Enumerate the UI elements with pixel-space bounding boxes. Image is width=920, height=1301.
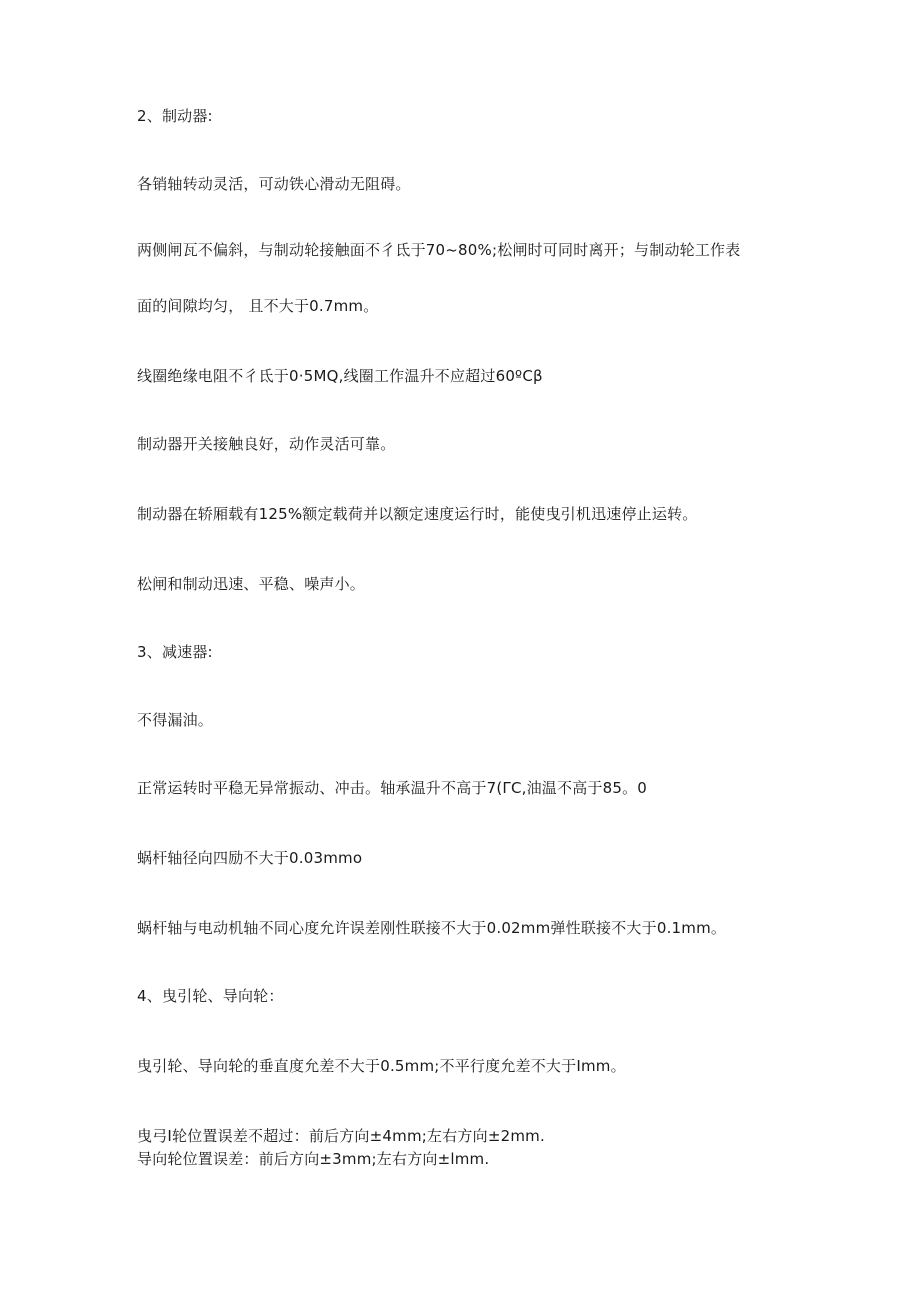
paragraph-line: 松闸和制动迅速、平稳、噪声小。 [137,575,366,593]
section-heading-brake: 2、制动器: [137,107,213,125]
paragraph-line: 面的间隙均匀， 且不大于0.7mm。 [137,297,379,315]
paragraph-line: 制动器在轿厢载有125%额定载荷并以额定速度运行时，能使曳引机迅速停止运转。 [137,505,698,523]
paragraph-line: 蜗杆轴与电动机轴不同心度允许误差刚性联接不大于0.02mm弹性联接不大于0.1mm。 [137,919,727,937]
paragraph-line: 曳引轮、导向轮的垂直度允差不大于0.5mm;不平行度允差不大于Imm。 [137,1057,626,1075]
paragraph-line: 曳弓I轮位置误差不超过：前后方向±4mm;左右方向±2mm. [137,1127,545,1145]
paragraph-line: 蜗杆轴径向四励不大于0.03mmo [137,849,363,867]
paragraph-line: 两侧闸瓦不偏斜，与制动轮接触面不彳氐于70~80%;松闸时可同时离开；与制动轮工作表 [137,241,741,259]
paragraph-line: 线圈绝缘电阻不彳氐于0·5MQ,线圈工作温升不应超过60ºCβ [137,367,543,385]
paragraph-line: 各销轴转动灵活，可动铁心滑动无阻碍。 [137,175,411,193]
paragraph-line: 不得漏油。 [137,711,214,729]
paragraph-line: 制动器开关接触良好，动作灵活可靠。 [137,435,396,453]
section-heading-reducer: 3、减速器: [137,643,213,661]
section-heading-traction-sheave: 4、曳引轮、导向轮： [137,987,284,1005]
paragraph-line: 正常运转时平稳无异常振动、冲击。轴承温升不高于7(ΓC,油温不高于85。0 [137,779,648,797]
paragraph-line: 导向轮位置误差：前后方向±3mm;左右方向±lmm. [137,1150,490,1168]
